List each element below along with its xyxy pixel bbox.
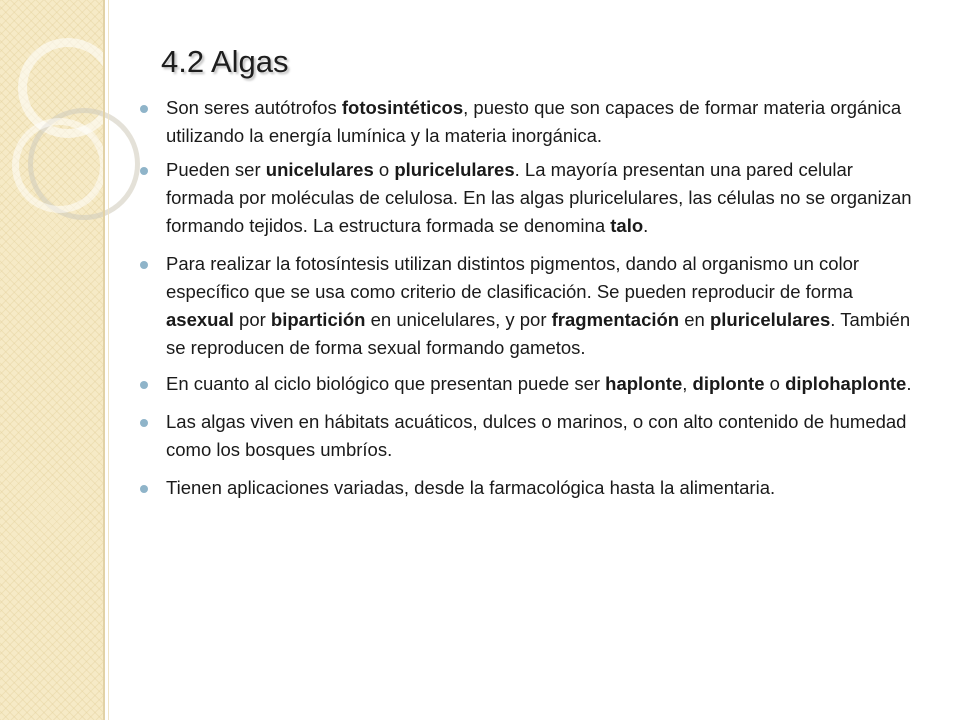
decorative-side-band (0, 0, 105, 720)
bullet-item: Son seres autótrofos fotosintéticos, puesto que son capaces de formar materia orgánica utilizando la energía lumínica y la materia inorgánica. (140, 94, 920, 150)
band-divider (108, 0, 109, 720)
bullet-item: Pueden ser unicelulares o pluricelulares. La mayoría presentan una pared celular formada por moléculas de celulosa. En las algas pluricelulares, las células no se organizan formando tejidos. La estructura formada se denomina talo. (140, 156, 920, 240)
slide-title: 4.2 Algas (161, 44, 289, 79)
bullet-item: Tienen aplicaciones variadas, desde la farmacológica hasta la alimentaria. (140, 474, 920, 502)
bullet-item: En cuanto al ciclo biológico que presentan puede ser haplonte, diplonte o diplohaplonte. (140, 370, 920, 398)
bullet-item: Para realizar la fotosíntesis utilizan distintos pigmentos, dando al organismo un color específico que se usa como criterio de clasificación. Se pueden reproducir de forma asexual por bipartición en unicelulares, y por fragmentación en pluricelulares. También se reproducen de forma sexual formando gametos. (140, 250, 920, 362)
decorative-ring (12, 118, 107, 213)
bullet-item: Las algas viven en hábitats acuáticos, dulces o marinos, o con alto contenido de humedad como los bosques umbríos. (140, 408, 920, 464)
bullet-list (140, 94, 920, 502)
band-divider (103, 0, 105, 720)
